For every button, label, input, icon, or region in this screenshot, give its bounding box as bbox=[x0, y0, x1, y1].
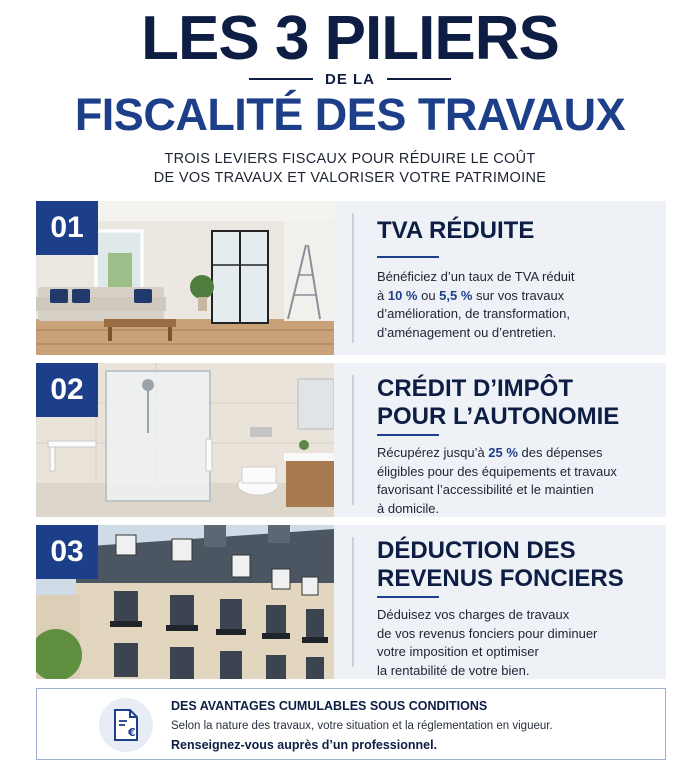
subtitle-line-2: DE VOS TRAVAUX ET VALORISER VOTRE PATRIMOINE bbox=[153, 170, 547, 186]
subtitle bbox=[0, 150, 700, 188]
pillar-card-1 bbox=[36, 201, 666, 355]
page-title: FISCALITÉ DES TRAVAUX bbox=[74, 89, 626, 140]
pillar-title bbox=[377, 375, 657, 431]
desc-line-2: éligibles pour des équipements et travaux bbox=[377, 463, 617, 479]
pillar-title bbox=[377, 217, 657, 245]
desc-line-2: de vos revenus fonciers pour diminuer bbox=[377, 625, 598, 641]
title-underline bbox=[377, 256, 439, 258]
rate-highlight: 10 % bbox=[387, 287, 418, 303]
desc-text: ou bbox=[417, 287, 440, 303]
desc-line-4: à domicile. bbox=[377, 500, 440, 516]
banner-subtitle: Selon la nature des travaux, votre situation et la réglementation en vigueur. bbox=[171, 720, 553, 732]
desc-text: Récupérez jusqu’à bbox=[377, 445, 489, 460]
subtitle-line-1: TROIS LEVIERS FISCAUX POUR RÉDUIRE LE COÛT bbox=[164, 151, 536, 167]
desc-line-3: votre imposition et optimiser bbox=[377, 644, 539, 659]
pillar-description bbox=[377, 606, 657, 680]
pillar-title-line-1: CRÉDIT D’IMPÔT bbox=[377, 375, 573, 402]
pillar-number: 02 bbox=[36, 363, 98, 417]
pillar-description bbox=[377, 268, 657, 342]
document-euro-icon bbox=[99, 698, 153, 752]
pillar-title-line-1: DÉDUCTION DES bbox=[377, 537, 576, 564]
divider bbox=[352, 375, 354, 505]
pillar-title bbox=[377, 537, 657, 593]
rate-highlight: 5,5 % bbox=[439, 287, 473, 303]
desc-line-1: Bénéficiez d’un taux de TVA réduit bbox=[377, 269, 575, 284]
desc-line-2 bbox=[377, 287, 657, 306]
title-underline bbox=[377, 596, 439, 598]
banner-title: DES AVANTAGES CUMULABLES SOUS CONDITIONS bbox=[171, 699, 488, 713]
title-top: LES 3 PILIERS bbox=[141, 4, 559, 73]
title-connector-text: DE LA bbox=[325, 70, 375, 88]
desc-line-4: d’aménagement ou d’entretien. bbox=[377, 324, 557, 340]
pillar-description bbox=[377, 444, 657, 518]
divider bbox=[352, 213, 354, 343]
banner-cta: Renseignez-vous auprès d’un professionnel. bbox=[171, 738, 438, 752]
desc-text: sur vos travaux bbox=[472, 287, 565, 303]
pillar-title-line-1: TVA RÉDUITE bbox=[377, 217, 535, 244]
rate-highlight: 25 % bbox=[488, 445, 518, 460]
title-connector bbox=[0, 70, 700, 88]
conditions-banner bbox=[36, 688, 666, 760]
desc-line-1: Déduisez vos charges de travaux bbox=[377, 607, 570, 622]
pillar-title-line-2: POUR L’AUTONOMIE bbox=[377, 403, 620, 430]
pillar-title-line-2: REVENUS FONCIERS bbox=[377, 565, 624, 592]
title-underline bbox=[377, 434, 439, 436]
divider bbox=[352, 537, 354, 667]
right-rule bbox=[387, 78, 451, 80]
pillar-number: 03 bbox=[36, 525, 98, 579]
pillar-number: 01 bbox=[36, 201, 98, 255]
desc-text: des dépenses bbox=[517, 445, 603, 460]
desc-line-3: favorisant l’accessibilité et le maintien bbox=[377, 482, 594, 497]
svg-text:€: € bbox=[128, 726, 136, 739]
pillar-card-3 bbox=[36, 525, 666, 679]
desc-text: à bbox=[377, 287, 388, 303]
left-rule bbox=[249, 78, 313, 80]
desc-line-1 bbox=[377, 444, 657, 463]
desc-line-3: d’amélioration, de transformation, bbox=[377, 306, 570, 321]
desc-line-4: la rentabilité de votre bien. bbox=[377, 662, 530, 678]
pillar-card-2 bbox=[36, 363, 666, 517]
